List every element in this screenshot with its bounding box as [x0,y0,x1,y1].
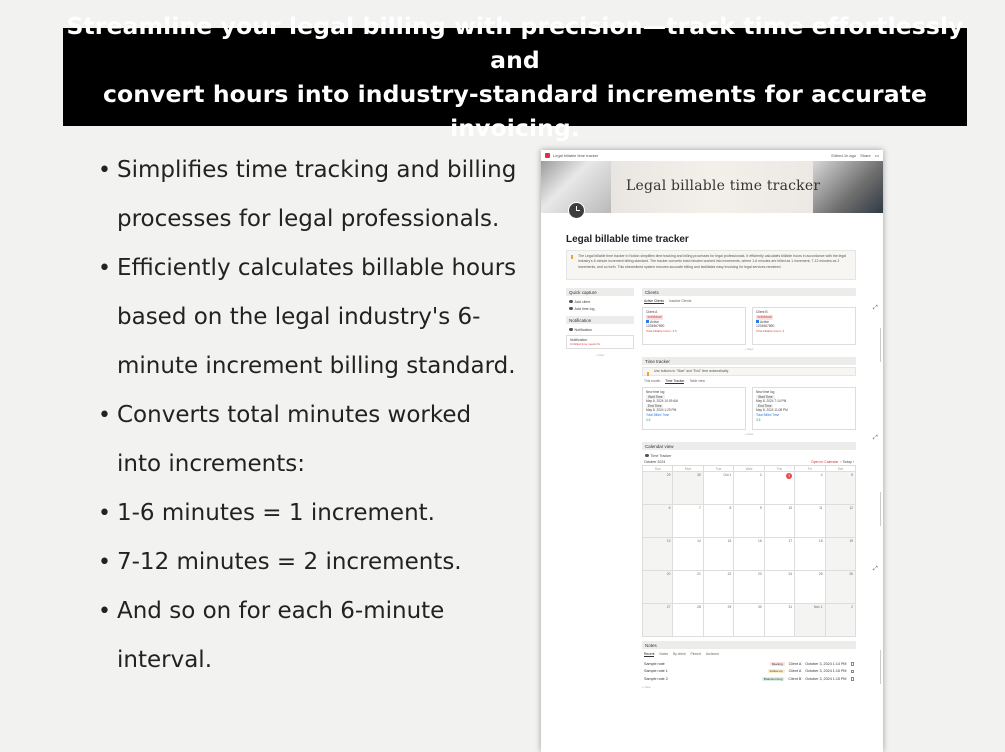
calendar-day[interactable] [704,604,734,637]
edited-label: Edited 1h ago [831,153,857,158]
calendar-heading: Calendar view [642,442,856,450]
billed-time-label: Total Billed Time [646,412,670,417]
scrollbar[interactable] [880,492,882,526]
headline-text [63,9,967,145]
calendar-day-number: 27 [666,605,671,609]
time-tracker-callout: Use buttons to "Start" and "End" time automatically. [642,367,856,376]
calendar-day-number: 30 [697,473,701,477]
note-client: Client A [788,669,802,674]
calendar-day[interactable] [734,538,764,571]
calendar-day[interactable] [765,604,795,637]
plus-icon [569,307,573,311]
expand-icon[interactable]: ⤢ [873,435,878,441]
calendar-day[interactable] [704,472,734,505]
notification-item-label: Notification [574,327,593,332]
calendar-day-number: 17 [788,539,793,543]
calendar-day[interactable] [704,505,734,538]
calendar-day[interactable] [826,604,856,637]
bell-icon [569,328,573,332]
notification-card-sub: Unbilled time needs fix [570,342,601,346]
checkbox-icon[interactable] [851,670,855,674]
calendar-day[interactable] [826,538,856,571]
calendar-day-number: Oct 1 [723,473,732,477]
share-button[interactable]: Share [860,153,871,158]
calendar-day[interactable] [734,505,764,538]
calendar-day-number: 19 [849,539,853,543]
calendar-day-number: 9 [759,506,762,510]
checkbox-icon [646,320,649,323]
time-log-card[interactable] [752,387,856,430]
page-title: Legal billable time tracker [566,234,689,245]
expand-icon[interactable]: ⤢ [873,305,878,311]
calendar-day[interactable] [643,472,673,505]
right-column [642,288,856,691]
calendar-dow: Mon [673,466,703,472]
notification-heading: Notification [566,316,634,324]
client-flag: Active [650,319,659,324]
end-time-value: May 8, 2024 11:08 PM [756,408,788,413]
client-card[interactable] [642,307,746,345]
calendar-dow: Wed [734,466,764,472]
calendar-day-number: 15 [727,539,732,543]
calendar-day-number: 7 [699,506,701,510]
calendar-day[interactable] [704,571,734,604]
calendar-day[interactable] [673,472,703,505]
client-flag: Active [760,319,769,324]
add-time-log-button[interactable] [566,305,634,312]
calendar-day[interactable] [795,571,825,604]
calendar-day[interactable] [673,538,703,571]
new-note-button[interactable]: + New [642,684,651,689]
app-screenshot [541,150,883,752]
client-phone: 1234567890 [646,324,665,329]
calendar-day-number: 21 [697,572,701,576]
new-client-button[interactable]: + New [744,347,754,351]
calendar-day-number: 2 [759,473,762,477]
calendar-day[interactable] [795,538,825,571]
notes-tab[interactable]: By client [673,652,686,656]
calendar-day-number: 3 [786,473,792,479]
notes-tab[interactable]: Notes [659,652,669,656]
feature-item: • And so on for each 6-minute interval. [98,587,518,685]
notion-topbar [541,150,883,161]
notes-heading: Notes [642,641,856,649]
tab-active-clients[interactable]: Active Clients [644,299,664,303]
calendar-day-number: 4 [820,473,823,477]
notification-card-title: Notification [570,338,588,342]
tab-title[interactable]: Legal billable time tracker [553,153,599,158]
client-type-badge: Individual [647,314,662,319]
feature-list [98,146,518,685]
feature-item: • 7-12 minutes = 2 increments. [98,538,518,587]
note-row[interactable] [642,668,856,676]
calendar-day-number: 6 [668,506,671,510]
calendar-day-number: 24 [788,572,793,576]
calendar-day-number: 12 [849,506,853,510]
checkbox-icon[interactable] [851,677,855,681]
notification-card[interactable] [566,335,634,349]
tab-inactive-clients[interactable]: Inactive Clients [668,299,692,303]
calendar-day[interactable] [673,505,703,538]
calendar-day-number: 13 [666,539,671,543]
calendar-day[interactable] [704,538,734,571]
calendar-day-number: Nov 1 [813,605,823,609]
checkbox-icon[interactable] [851,662,855,666]
more-icon[interactable]: ••• [874,153,879,158]
client-phone: 1234567890 [756,324,775,329]
next-month-icon[interactable]: › [852,460,854,464]
calendar-day[interactable] [795,505,825,538]
client-note: Total billable hours: 4.6 [646,329,677,334]
headline-banner [63,12,967,142]
notification-item[interactable] [566,326,634,333]
note-title: Sample note 1 [644,669,668,674]
clients-tabs [642,298,856,305]
feature-item: • Efficiently calculates billable hours based on the legal industry's 6-minute increment billing standard. [98,244,518,391]
note-tag: Follow-up [769,669,783,674]
add-time-log-label: Add time log [574,306,595,311]
new-time-log-button[interactable]: + New [744,432,754,436]
calendar-day[interactable] [673,604,703,637]
note-tag: Brainstorming [763,676,783,681]
time-log-title: New time log [756,390,775,394]
notes-tab[interactable]: Recent [644,652,655,656]
left-column [566,288,634,691]
calendar-day[interactable] [765,571,795,604]
calendar-day[interactable] [643,604,673,637]
feature-item: • Converts total minutes worked into increments: [98,391,518,489]
start-time-button[interactable]: Start Time [758,394,773,399]
note-client: Client A [788,661,802,666]
calendar-day-number: 26 [849,572,853,576]
notes-tab[interactable]: Archived [705,652,719,656]
calendar-dow: Sun [643,466,673,472]
app-logo-icon [545,153,550,158]
client-card[interactable] [752,307,856,345]
billed-time-label: Total Billed Time [756,412,780,417]
end-time-button[interactable]: End Time [648,403,662,408]
note-row[interactable] [642,660,856,668]
calendar-day-number: 18 [818,539,823,543]
plus-icon [569,300,573,304]
headline-line-2: convert hours into industry-standard increments for accurate invoicing. [102,80,928,142]
calendar-day-number: 29 [666,473,671,477]
scrollbar[interactable] [880,328,882,362]
new-notification-button[interactable]: + New [595,353,605,357]
calendar-dow: Fri [795,466,825,472]
database-icon [645,454,649,458]
calendar-day-number: 16 [758,539,762,543]
start-time-value: May 8, 2024 10:09 AM [646,399,678,404]
calendar-day[interactable] [734,472,764,505]
quick-capture-heading: Quick capture [566,288,634,296]
note-tag: Meeting [771,661,783,666]
calendar-day-number: 22 [727,572,732,576]
calendar-day[interactable] [673,571,703,604]
time-tracker-heading: Time tracker [642,357,856,365]
add-client-label: Add client [574,299,591,304]
calendar-day-number: 29 [727,605,732,609]
calendar-day[interactable] [826,571,856,604]
calendar-day-number: 2 [851,605,853,609]
note-row[interactable] [642,675,856,683]
open-in-calendar-button[interactable]: Open in Calendar [811,460,839,464]
note-date: October 3, 2024 1:15 PM [805,669,847,674]
billed-time-value: 4.6 [646,417,651,422]
calendar-day-number: 28 [697,605,701,609]
calendar-day[interactable] [765,472,795,505]
end-time-value: May 8, 2024 1:29 PM [646,408,677,413]
client-name: Client B [756,310,768,314]
calendar-dow: Tue [704,466,734,472]
time-tracker-tabs [642,378,856,385]
calendar-day[interactable] [734,604,764,637]
feature-item: • Simplifies time tracking and billing processes for legal professionals. [98,146,518,244]
calendar-day[interactable] [643,538,673,571]
calendar-day[interactable] [734,571,764,604]
add-client-button[interactable] [566,298,634,305]
note-date: October 3, 2024 1:15 PM [805,676,847,681]
client-name: Client A [646,310,658,314]
calendar-day-number: 25 [818,572,823,576]
calendar-day-number: 31 [788,605,793,609]
calendar-day-number: 8 [729,506,732,510]
billed-time-value: 3.8 [756,417,761,422]
checkbox-icon [756,320,759,323]
cover-title: Legal billable time tracker [626,178,821,194]
calendar-month: October 2024 [644,460,666,464]
tab-this-month[interactable]: This month [644,379,661,383]
client-note: Total billable hours: 3 [756,329,785,334]
expand-icon[interactable]: ⤢ [873,566,878,572]
time-log-card[interactable] [642,387,746,430]
notes-tab[interactable]: Pinned [690,652,701,656]
calendar-day[interactable] [795,472,825,505]
calendar-day-number: 10 [788,506,793,510]
end-time-button[interactable]: End Time [758,403,772,408]
calendar-dow: Sat [826,466,856,472]
calendar-day[interactable] [765,538,795,571]
calendar-day-number: 11 [819,506,823,510]
tab-time-tracker[interactable]: Time Tracker [665,379,685,383]
calendar-grid [642,465,856,637]
note-date: October 3, 2024 1:14 PM [805,661,847,666]
note-title: Sample note [644,661,665,666]
scrollbar[interactable] [880,650,882,684]
calendar-day[interactable] [643,571,673,604]
feature-item: • 1-6 minutes = 1 increment. [98,489,518,538]
notes-tabs [642,651,856,658]
calendar-day-number: 14 [697,539,701,543]
client-type-badge: Individual [757,314,772,319]
calendar-dow: Thu [765,466,795,472]
calendar-day-number: 20 [666,572,671,576]
clients-heading: Clients [642,288,856,296]
note-client: Client B [788,676,802,681]
time-tracker-link[interactable] [642,452,856,459]
prev-month-icon[interactable]: ‹ [840,460,842,464]
calendar-day[interactable] [795,604,825,637]
start-time-value: May 8, 2024 7:14 PM [756,399,787,404]
clock-icon [568,202,585,219]
start-time-button[interactable]: Start Time [648,394,663,399]
calendar-day[interactable] [826,505,856,538]
calendar-day[interactable] [826,472,856,505]
calendar-day[interactable] [765,505,795,538]
notes-list [642,660,856,691]
page-body [566,234,856,691]
cover-image [541,161,883,213]
time-log-title: New time log [646,390,665,394]
note-title: Sample note 2 [644,676,668,681]
tab-table-view[interactable]: Table view [689,379,705,383]
headline-line-1: Streamline your legal billing with precision—track time effortlessly and [66,12,964,74]
calendar-day-number: 23 [758,572,762,576]
intro-callout: The Legal billable time tracker in Notion simplifies time tracking and billing processes for legal professionals. It efficiently calculates billable hours in accordance with the legal industry's 6-minute increment billing standard. The tracker converts total minutes worked into increments, where 1-6 minutes are billed as 1 increment, 7-12 minutes as 2 increments, and so forth. This streamlined system ensures accurate billing and facilitates easy invoicing for legal services rendered. [566,250,856,280]
cover-photo-right [813,161,883,213]
time-tracker-link-label: Time Tracker [650,453,672,458]
calendar-day-number: 5 [851,473,853,477]
calendar-day[interactable] [643,505,673,538]
today-button[interactable]: Today [842,460,852,464]
calendar-day-number: 30 [758,605,762,609]
